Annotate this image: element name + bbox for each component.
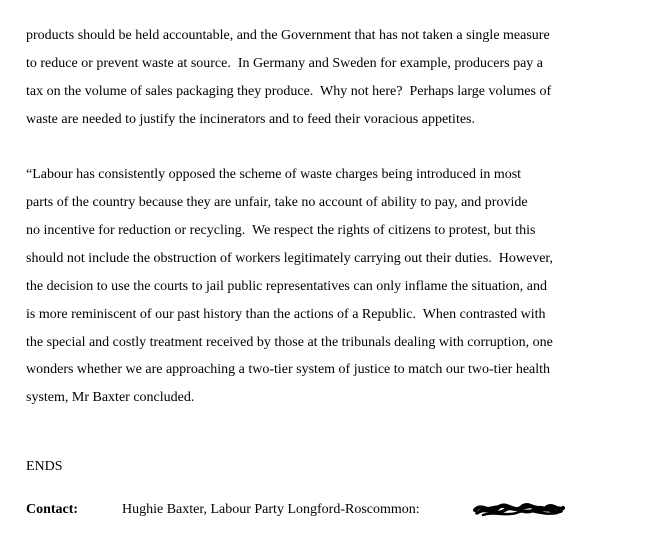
paragraph-1-line-1: products should be held accountable, and the Government that has not taken a single measure <box>26 28 550 43</box>
paragraph-2-line-9: system, Mr Baxter concluded. <box>26 390 195 405</box>
contact-label: Contact: <box>26 502 79 517</box>
contact-value: Hughie Baxter, Labour Party Longford-Roscommon: <box>122 502 420 517</box>
paragraph-2-line-2: parts of the country because they are unfair, take no account of ability to pay, and provide <box>26 195 528 210</box>
paragraph-2-line-6: is more reminiscent of our past history than the actions of a Republic. When contrasted with <box>26 307 546 322</box>
paragraph-1-line-4: waste are needed to justify the incinerators and to feed their voracious appetites. <box>26 112 475 127</box>
ends-marker: ENDS <box>26 459 63 474</box>
paragraph-1-line-3: tax on the volume of sales packaging they produce. Why not here? Perhaps large volumes of <box>26 84 552 99</box>
paragraph-1-line-2: to reduce or prevent waste at source. In Germany and Sweden for example, producers pay a <box>26 56 544 71</box>
paragraph-2-line-7: the special and costly treatment received by those at the tribunals dealing with corruption, one <box>26 335 553 350</box>
paragraph-2-line-5: the decision to use the courts to jail public representatives can only inflame the situation, and <box>26 279 547 294</box>
paragraph-2-line-1: “Labour has consistently opposed the scheme of waste charges being introduced in most <box>26 167 522 182</box>
redacted-phone-number <box>473 498 565 520</box>
paragraph-2-line-4: should not include the obstruction of workers legitimately carrying out their duties. However, <box>26 251 554 266</box>
paragraph-2-line-3: no incentive for reduction or recycling. We respect the rights of citizens to protest, but this <box>26 223 536 238</box>
paragraph-2-line-8: wonders whether we are approaching a two-tier system of justice to match our two-tier health <box>26 362 551 377</box>
